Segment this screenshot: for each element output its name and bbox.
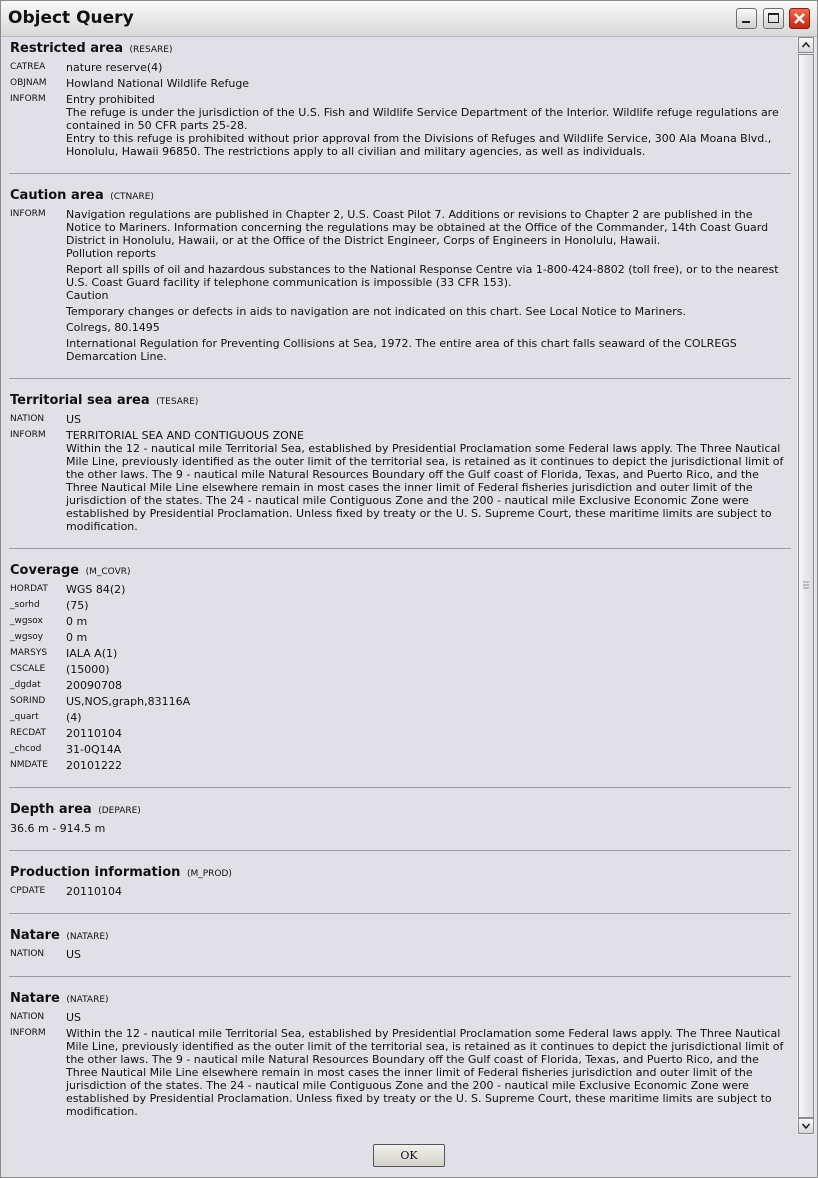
section-title <box>10 563 788 580</box>
section-divider <box>9 173 791 174</box>
inform-paragraph: Pollution reports <box>66 247 156 260</box>
section-title <box>10 188 788 205</box>
attribute-row <box>10 663 788 676</box>
attribute-row <box>10 695 788 708</box>
attribute-label: SORIND <box>10 696 46 706</box>
section-title-text: Restricted area <box>10 41 123 56</box>
coverage-section <box>1 559 797 772</box>
minimize-icon <box>737 9 756 28</box>
section-title <box>10 802 788 819</box>
inform-paragraph: Temporary changes or defects in aids to navigation are not indicated on this chart. See Local Notice to Mariners. <box>66 305 686 318</box>
inform-paragraph: The refuge is under the jurisdiction of the U.S. Fish and Wildlife Service Department of the Interior. Wildlife refuge regulations are contained in 50 CFR parts 25-28. <box>66 106 779 132</box>
inform-paragraph: Entry to this refuge is prohibited without prior approval from the Divisions of Refuges and Wildlife Service, 300 Ala Moana Blvd., Honolulu, Hawaii 96850. The restrictions apply to all civilian and military agencies, as well as individuals. <box>66 132 772 158</box>
section-divider <box>9 548 791 549</box>
attribute-label: _dgdat <box>10 680 41 690</box>
attribute-value: US <box>66 948 82 961</box>
arrow-down-icon <box>799 1119 813 1133</box>
attribute-row <box>10 599 788 612</box>
attribute-row <box>10 93 788 158</box>
section-title-text: Natare <box>10 991 60 1006</box>
section-title-text: Coverage <box>10 563 80 578</box>
ok-button[interactable]: OK <box>373 1144 445 1167</box>
attribute-value: IALA A(1) <box>66 647 118 660</box>
natare-section <box>1 987 797 1118</box>
attribute-value <box>66 208 788 363</box>
attribute-label: OBJNAM <box>10 78 47 88</box>
attribute-row <box>10 1027 788 1118</box>
maximize-icon <box>764 9 783 28</box>
attribute-label: _wgsoy <box>10 632 44 642</box>
attribute-row <box>10 885 788 898</box>
section-code: (NATARE) <box>66 932 109 942</box>
attribute-value: (75) <box>66 599 89 612</box>
attribute-value: (15000) <box>66 663 110 676</box>
attribute-label: _quart <box>10 712 39 722</box>
restricted-area-section <box>1 37 797 158</box>
section-code: (NATARE) <box>66 995 109 1005</box>
inform-paragraph: Navigation regulations are published in Chapter 2, U.S. Coast Pilot 7. Additions or revisions to Chapter 2 are published in the Notice to Mariners. Information concerning the regulations may be obtained at the Office of the Commander, 14th Coast Guard District in Honolulu, Hawaii, or at the Office of the District Engineer, Corps of Engineers in Honolulu, Hawaii. <box>66 208 769 247</box>
attribute-value <box>66 93 788 158</box>
section-title <box>10 41 788 58</box>
scroll-up-button[interactable] <box>798 37 814 53</box>
title-bar[interactable] <box>1 1 817 37</box>
attribute-row <box>10 727 788 740</box>
section-title-text: Natare <box>10 928 60 943</box>
attribute-value: 0 m <box>66 615 88 628</box>
attribute-label: _wgsox <box>10 616 43 626</box>
attribute-value: (4) <box>66 711 82 724</box>
minimize-button[interactable] <box>736 8 757 29</box>
window-title: Object Query <box>8 8 134 28</box>
attribute-label: NATION <box>10 949 45 959</box>
attribute-value: 20101222 <box>66 759 122 772</box>
inform-paragraph: Entry prohibited <box>66 93 155 106</box>
attribute-row <box>10 1011 788 1024</box>
attribute-label: INFORM <box>10 94 46 104</box>
attribute-value: Howland National Wildlife Refuge <box>66 77 250 90</box>
caution-area-section <box>1 184 797 363</box>
attribute-label: NATION <box>10 1012 45 1022</box>
depth-range-value: 36.6 m - 914.5 m <box>10 822 106 835</box>
attribute-row <box>10 208 788 363</box>
attribute-row <box>10 583 788 596</box>
section-title-text: Depth area <box>10 802 92 817</box>
attribute-label: _sorhd <box>10 600 40 610</box>
attribute-value: WGS 84(2) <box>66 583 126 596</box>
attribute-value: 0 m <box>66 631 88 644</box>
inform-paragraph: International Regulation for Preventing Collisions at Sea, 1972. The entire area of this chart falls seaward of the COLREGS Demarcation Line. <box>66 337 737 363</box>
vertical-scrollbar[interactable] <box>797 37 815 1135</box>
inform-paragraph: Caution <box>66 289 109 302</box>
attribute-label: CATREA <box>10 62 46 72</box>
section-title <box>10 991 788 1008</box>
attribute-value: 20090708 <box>66 679 122 692</box>
section-code: (CTNARE) <box>110 192 154 202</box>
section-title-text: Production information <box>10 865 181 880</box>
attribute-row <box>10 413 788 426</box>
attribute-value: US <box>66 413 82 426</box>
attribute-value <box>66 1027 788 1118</box>
attribute-label: NMDATE <box>10 760 48 770</box>
section-divider <box>9 913 791 914</box>
attribute-value: US <box>66 1011 82 1024</box>
attribute-label: HORDAT <box>10 584 48 594</box>
attribute-label: NATION <box>10 414 45 424</box>
section-divider <box>9 787 791 788</box>
attribute-label: RECDAT <box>10 728 46 738</box>
attribute-label: MARSYS <box>10 648 48 658</box>
attribute-value: US,NOS,graph,83116A <box>66 695 191 708</box>
arrow-up-icon <box>799 38 813 52</box>
inform-paragraph: Within the 12 - nautical mile Territorial Sea, established by Presidential Proclamation some Federal laws apply. The Three Nautical Mile Line, previously identified as the outer limit of the territorial sea, is retained as it continues to depict the jurisdictional limit of the other laws. The 9 - nautical mile Natural Resources Boundary off the Gulf coast of Florida, Texas, and Puerto Rico, and the Three Nautical Mile Line elsewhere remain in most cases the inner limit of Federal fisheries jurisdiction and outer limit of the jurisdiction of the states. The 24 - nautical mile Contiguous Zone and the 200 - nautical mile Exclusive Economic Zone were established by Presidential Proclamation. Unless fixed by treaty or the U. S. Supreme Court, these maritime limits are subject to modification. <box>66 1027 784 1118</box>
depth-area-section <box>1 798 797 835</box>
close-button[interactable] <box>789 8 810 29</box>
production-info-section <box>1 861 797 898</box>
section-code: (M_PROD) <box>186 869 232 879</box>
section-divider <box>9 378 791 379</box>
attribute-row <box>10 631 788 644</box>
inform-paragraph: Report all spills of oil and hazardous substances to the National Response Centre via 1-800-424-8802 (toll free), or to the nearest U.S. Coast Guard facility if telephone communication is impossible (33 CFR 153). <box>66 263 779 289</box>
inform-paragraph: TERRITORIAL SEA AND CONTIGUOUS ZONE <box>66 429 304 442</box>
natare-section <box>1 924 797 961</box>
attribute-value: nature reserve(4) <box>66 61 163 74</box>
dialog-footer <box>1 1141 817 1177</box>
section-divider <box>9 976 791 977</box>
grip-icon <box>799 55 813 1117</box>
attribute-row <box>10 647 788 660</box>
attribute-label: CPDATE <box>10 886 46 896</box>
scroll-thumb[interactable] <box>798 54 814 1118</box>
attribute-row <box>10 61 788 74</box>
attribute-row <box>10 615 788 628</box>
section-title <box>10 865 788 882</box>
inform-paragraph: Within the 12 - nautical mile Territorial Sea, established by Presidential Proclamation some Federal laws apply. The Three Nautical Mile Line, previously identified as the outer limit of the territorial sea, is retained as it continues to depict the jurisdictional limit of the other laws. The 9 - nautical mile Natural Resources Boundary off the Gulf coast of Florida, Texas, and Puerto Rico, and the Three Nautical Mile Line elsewhere remain in most cases the inner limit of Federal fisheries jurisdiction and outer limit of the jurisdiction of the states. The 24 - nautical mile Contiguous Zone and the 200 - nautical mile Exclusive Economic Zone were established by Presidential Proclamation. Unless fixed by treaty or the U. S. Supreme Court, these maritime limits are subject to modification. <box>66 442 784 533</box>
attribute-row <box>10 711 788 724</box>
attribute-value: 20110104 <box>66 885 122 898</box>
section-title <box>10 393 788 410</box>
close-icon <box>790 9 809 28</box>
attribute-label: INFORM <box>10 1028 46 1038</box>
attribute-value: 20110104 <box>66 727 122 740</box>
attribute-value <box>66 429 788 533</box>
attribute-row <box>10 429 788 533</box>
attribute-label: INFORM <box>10 209 46 219</box>
attribute-value: 31-0Q14A <box>66 743 122 756</box>
section-code: (RESARE) <box>129 45 173 55</box>
section-code: (TESARE) <box>156 397 199 407</box>
section-title <box>10 928 788 945</box>
section-code: (DEPARE) <box>98 806 141 816</box>
attribute-row <box>10 759 788 772</box>
maximize-button[interactable] <box>763 8 784 29</box>
scroll-down-button[interactable] <box>798 1118 814 1134</box>
section-title-text: Caution area <box>10 188 104 203</box>
attribute-row <box>10 948 788 961</box>
section-code: (M_COVR) <box>85 567 131 577</box>
section-title-text: Territorial sea area <box>10 393 150 408</box>
section-divider <box>9 850 791 851</box>
inform-paragraph: Colregs, 80.1495 <box>66 321 160 334</box>
attribute-label: CSCALE <box>10 664 46 674</box>
territorial-sea-section <box>1 389 797 533</box>
attribute-label: _chcod <box>10 744 42 754</box>
attribute-label: INFORM <box>10 430 46 440</box>
attribute-row <box>10 77 788 90</box>
attribute-row <box>10 743 788 756</box>
query-results-panel[interactable] <box>1 37 797 1141</box>
attribute-row <box>10 679 788 692</box>
